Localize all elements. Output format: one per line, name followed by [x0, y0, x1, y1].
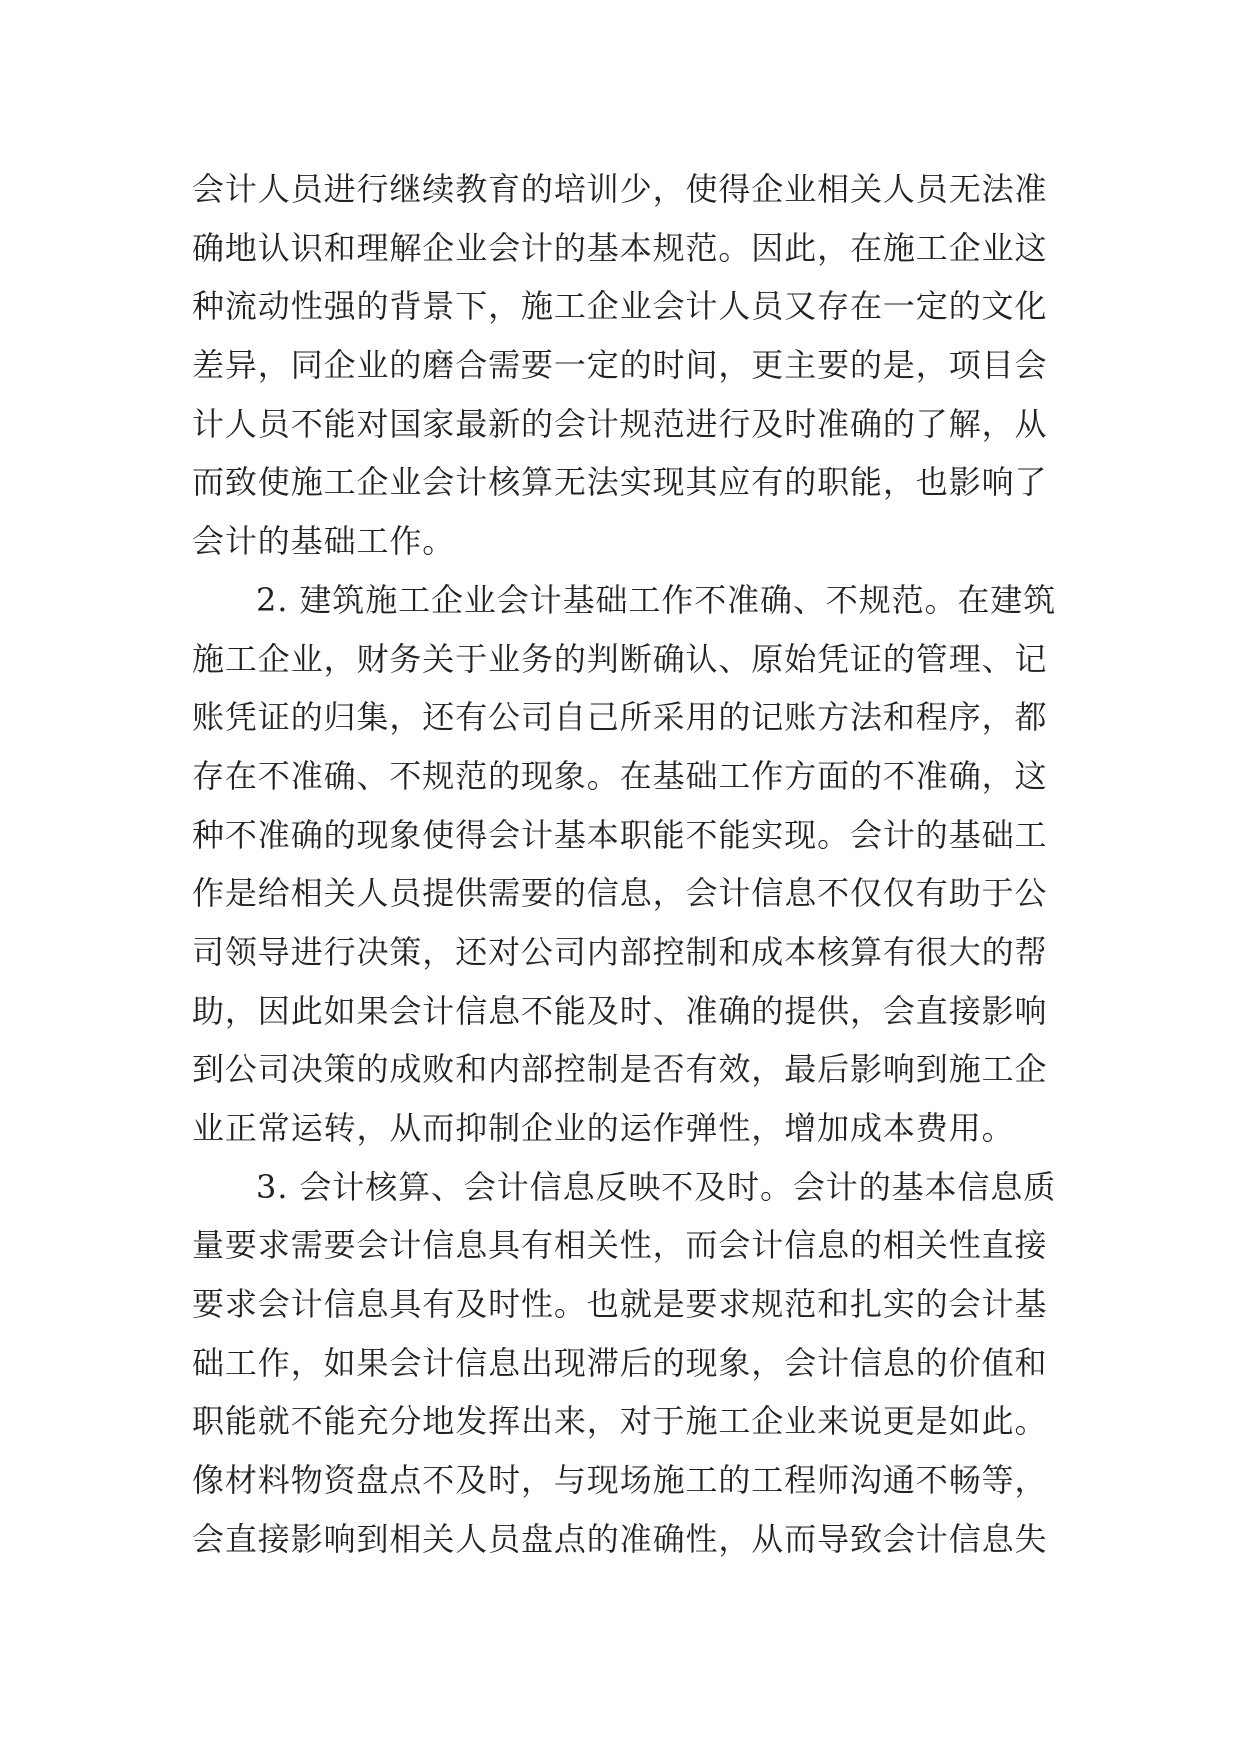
text-line: 作是给相关人员提供需要的信息，会计信息不仅仅有助于公 [192, 874, 1048, 913]
text-line: 量要求需要会计信息具有相关性，而会计信息的相关性直接 [192, 1226, 1048, 1265]
text-line: 确地认识和理解企业会计的基本规范。因此，在施工企业这 [192, 228, 1048, 267]
text-line: 2. 建筑施工企业会计基础工作不准确、不规范。在建筑 [256, 580, 1057, 619]
text-line: 到公司决策的成败和内部控制是否有效，最后影响到施工企 [192, 1050, 1048, 1089]
text-line: 差异，同企业的磨合需要一定的时间，更主要的是，项目会 [192, 346, 1048, 385]
text-line: 计人员不能对国家最新的会计规范进行及时准确的了解，从 [192, 404, 1048, 443]
text-line: 职能就不能充分地发挥出来，对于施工企业来说更是如此。 [192, 1402, 1048, 1441]
text-line: 3. 会计核算、会计信息反映不及时。会计的基本信息质 [256, 1167, 1057, 1206]
text-line: 要求会计信息具有及时性。也就是要求规范和扎实的会计基 [192, 1285, 1048, 1324]
text-line: 而致使施工企业会计核算无法实现其应有的职能，也影响了 [192, 463, 1048, 502]
text-line: 助，因此如果会计信息不能及时、准确的提供，会直接影响 [192, 991, 1048, 1030]
text-line: 会计人员进行继续教育的培训少，使得企业相关人员无法准 [192, 170, 1048, 208]
text-line: 种不准确的现象使得会计基本职能不能实现。会计的基础工 [192, 815, 1048, 854]
text-line: 司领导进行决策，还对公司内部控制和成本核算有很大的帮 [192, 932, 1048, 971]
text-line: 施工企业，财务关于业务的判断确认、原始凭证的管理、记 [192, 639, 1048, 678]
text-line: 会直接影响到相关人员盘点的准确性，从而导致会计信息失 [192, 1519, 1048, 1558]
text-line: 种流动性强的背景下，施工企业会计人员又存在一定的文化 [192, 287, 1048, 326]
text-line: 存在不准确、不规范的现象。在基础工作方面的不准确，这 [192, 756, 1048, 795]
body-text [192, 160, 1067, 1569]
text-line: 础工作，如果会计信息出现滞后的现象，会计信息的价值和 [192, 1343, 1048, 1382]
text-line: 业正常运转，从而抑制企业的运作弹性，增加成本费用。 [192, 1109, 1015, 1147]
text-line: 账凭证的归集，还有公司自己所采用的记账方法和程序，都 [192, 698, 1048, 737]
text-line: 会计的基础工作。 [192, 522, 456, 561]
text-line: 像材料物资盘点不及时，与现场施工的工程师沟通不畅等， [192, 1461, 1048, 1500]
